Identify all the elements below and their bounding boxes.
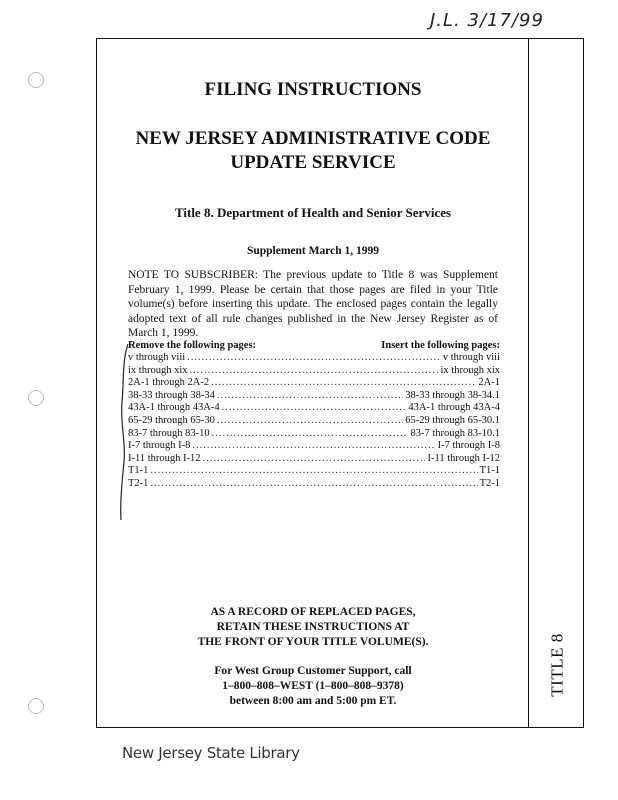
insert-pages: v through viii [442,352,500,363]
remove-pages: 43A-1 through 43A-4 [128,402,220,414]
support-hours: between 8:00 am and 5:00 pm ET. [229,695,397,707]
table-row [128,402,500,415]
table-header [128,340,500,351]
remove-pages: ix through xix [128,364,188,376]
leader-dots [150,465,477,478]
leader-dots [211,377,476,390]
record-line-2: RETAIN THESE INSTRUCTIONS AT [216,621,410,633]
filing-instructions-heading: FILING INSTRUCTIONS [204,79,422,100]
insert-pages: 38-33 through 38-34.1 [405,389,500,401]
binder-hole-middle [28,390,44,406]
library-stamp: New Jersey State Library [122,744,300,762]
leader-dots [203,453,426,466]
remove-pages: 38-33 through 38-34 [128,389,215,401]
record-instructions [110,605,516,650]
table-row [128,440,500,453]
remove-pages: I-7 through I-8 [128,440,191,452]
leader-dots [217,390,403,403]
page-replacement-table [128,340,500,491]
binder-hole-top [28,72,44,88]
remove-pages: I-11 through I-12 [128,452,201,464]
insert-pages: ix through xix [440,364,500,376]
insert-pages: I-11 through I-12 [427,452,500,464]
record-line-3: THE FRONT OF YOUR TITLE VOLUME(S). [197,636,429,648]
leader-dots [192,440,435,453]
table-row [128,415,500,428]
spine-title: TITLE 8 [548,633,568,697]
leader-dots [217,415,403,428]
handwritten-annotation: J.L. 3/17/99 [430,10,544,31]
insert-pages: 2A-1 [478,377,500,389]
binder-hole-bottom [28,698,44,714]
supplement-date: Supplement March 1, 1999 [246,245,380,257]
insert-pages: 83-7 through 83-10.1 [410,427,500,439]
table-row [128,377,500,390]
remove-pages: T1-1 [128,465,149,477]
insert-pages: 43A-1 through 43A-4 [408,402,500,414]
spine-divider [528,38,529,728]
insert-header: Insert the following pages: [381,340,500,351]
spine-label [538,620,578,710]
insert-pages: T1-1 [479,465,500,477]
title-subject: Title 8. Department of Health and Senior Services [174,205,452,220]
remove-pages: T2-1 [128,477,149,489]
remove-pages: 65-29 through 65-30 [128,414,215,426]
leader-dots [150,478,477,491]
table-row [128,478,500,491]
remove-pages: v through viii [128,352,186,363]
insert-pages: I-7 through I-8 [437,440,500,452]
leader-dots [190,365,439,378]
insert-pages: 65-29 through 65-30.1 [405,414,500,426]
support-line-1: For West Group Customer Support, call [214,665,412,677]
remove-pages: 83-7 through 83-10 [128,427,210,439]
leader-dots [212,428,409,441]
table-row [128,428,500,441]
table-row [128,465,500,478]
note-to-subscriber: NOTE TO SUBSCRIBER: The previous update to Title 8 was Supplement February 1, 1999. Please be certain that those pages are filed in your Title volume(s) before inserting this update. The enclosed pages contain the legally adopted text of all rule changes published in the New Jersey Register as of March 1, 1999. [128,269,498,339]
code-title-line1: NEW JERSEY ADMINISTRATIVE CODE [135,128,491,149]
table-row [128,365,500,378]
insert-pages: T2-1 [479,477,500,489]
table-row [128,453,500,466]
leader-dots [222,402,407,415]
leader-dots [187,352,441,365]
table-row [128,390,500,403]
table-row [128,352,500,365]
support-phone: 1–800–808–WEST (1–800–808–9378) [222,680,404,692]
remove-header: Remove the following pages: [128,340,257,351]
customer-support [110,664,516,709]
record-line-1: AS A RECORD OF REPLACED PAGES, [210,606,416,618]
remove-pages: 2A-1 through 2A-2 [128,377,210,389]
code-title-line2: UPDATE SERVICE [230,152,396,173]
